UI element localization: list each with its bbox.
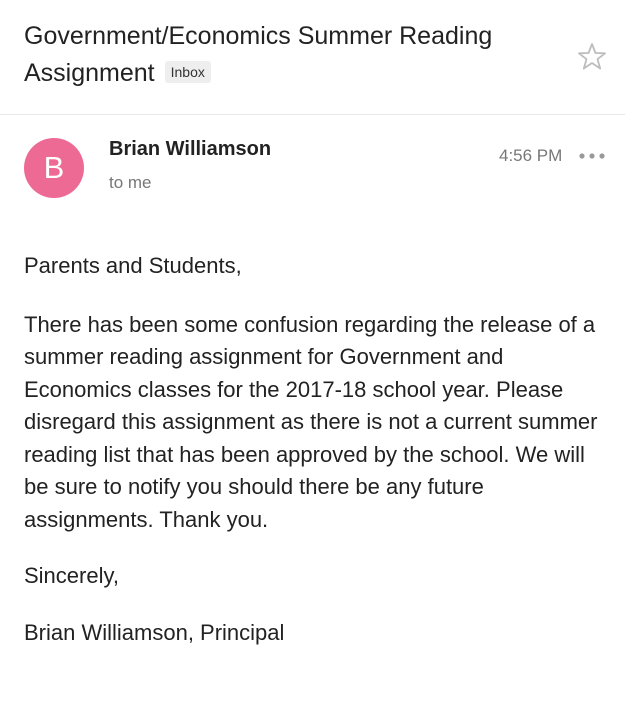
email-signature: Brian Williamson, Principal <box>24 619 285 645</box>
email-body <box>24 250 614 649</box>
email-timestamp: 4:56 PM <box>499 146 563 165</box>
inbox-label-badge[interactable]: Inbox <box>165 61 211 83</box>
star-icon[interactable] <box>576 41 608 73</box>
email-greeting: Parents and Students, <box>24 253 242 278</box>
sender-avatar[interactable]: B <box>24 138 84 198</box>
email-subject: Government/Economics Summer Reading Assignment <box>24 22 493 87</box>
more-options-icon[interactable] <box>578 149 606 163</box>
header-divider <box>0 114 625 115</box>
sender-name[interactable]: Brian Williamson <box>109 138 272 160</box>
email-paragraph: There has been some confusion regarding the release of a summer reading assignment for Government and Economics classes for the 2017-18 school year. Please disregard this assignment as there is not a current summer reading list that has been approved by the school. We will be sure to notify you should there be any future assignments. Thank you. <box>24 311 598 532</box>
email-subject-header <box>24 18 544 92</box>
email-closing: Sincerely, <box>24 563 119 588</box>
recipient-details[interactable]: to me <box>109 173 152 192</box>
